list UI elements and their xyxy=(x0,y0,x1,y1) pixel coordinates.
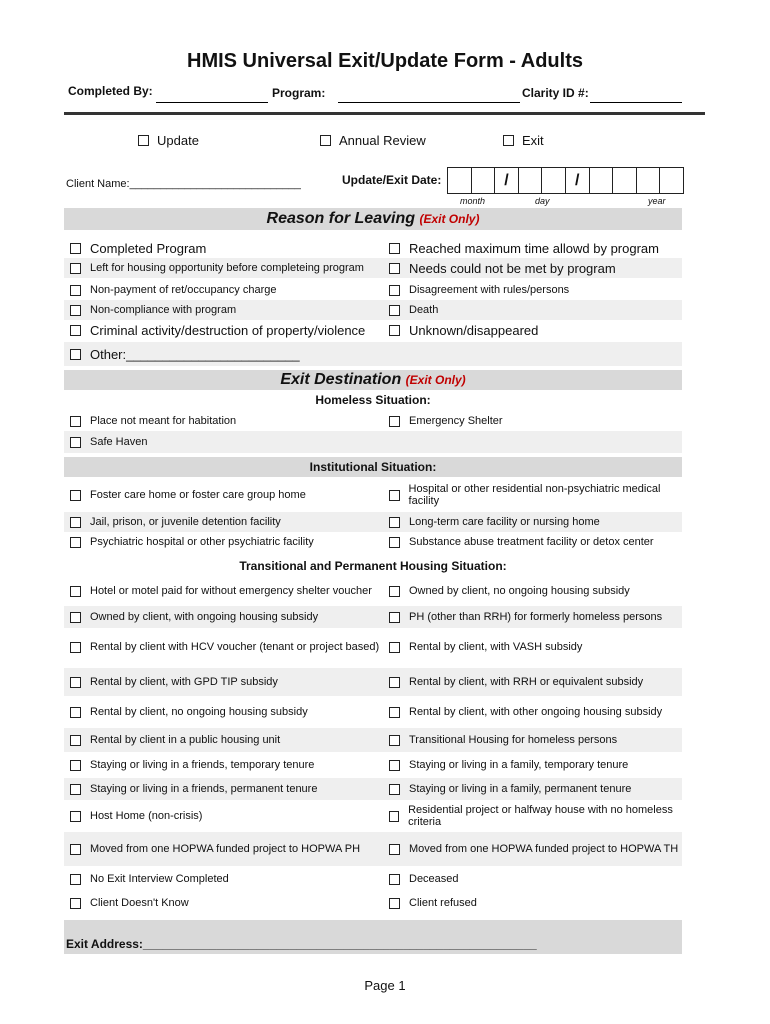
option[interactable] xyxy=(70,759,380,771)
option-label: Safe Haven xyxy=(90,436,148,448)
option-checkbox[interactable] xyxy=(389,612,400,623)
option[interactable] xyxy=(70,843,380,855)
option-row xyxy=(64,431,682,453)
other-row[interactable] xyxy=(64,342,682,366)
option-row xyxy=(64,868,682,890)
option-checkbox[interactable] xyxy=(70,784,81,795)
completed-by-label: Completed By: xyxy=(68,84,153,98)
date-input[interactable] xyxy=(447,167,684,194)
option-label: Client Doesn't Know xyxy=(90,897,189,909)
program-field[interactable] xyxy=(338,90,520,103)
option-checkbox[interactable] xyxy=(70,537,81,548)
option-row xyxy=(64,606,682,628)
option-checkbox[interactable] xyxy=(389,784,400,795)
option-label: Moved from one HOPWA funded project to HOPWA TH xyxy=(409,843,679,855)
option-checkbox[interactable] xyxy=(70,325,81,336)
option-label: Client refused xyxy=(409,897,477,909)
option-label: Left for housing opportunity before completeing program xyxy=(90,262,364,274)
option-checkbox[interactable] xyxy=(389,874,400,885)
option-row xyxy=(64,258,682,278)
option-row xyxy=(64,800,682,832)
option-row xyxy=(64,532,682,552)
option[interactable] xyxy=(70,641,380,653)
option-checkbox[interactable] xyxy=(389,416,400,427)
option-label: Residential project or halfway house with no homeless criteria xyxy=(408,804,673,828)
page-number: Page 1 xyxy=(364,978,406,993)
option[interactable] xyxy=(70,241,380,256)
option[interactable] xyxy=(70,516,380,528)
option-row xyxy=(64,668,682,696)
form-title: HMIS Universal Exit/Update Form - Adults xyxy=(187,50,583,72)
annual-review-label: Annual Review xyxy=(339,133,426,148)
homeless-title: Homeless Situation: xyxy=(315,393,431,407)
option-label: Hospital or other residential non-psychiatric medical facility xyxy=(408,483,661,507)
option-checkbox[interactable] xyxy=(70,707,81,718)
option[interactable] xyxy=(389,585,679,597)
option-label: Emergency Shelter xyxy=(409,415,503,427)
option-checkbox[interactable] xyxy=(70,898,81,909)
option[interactable] xyxy=(70,489,380,501)
option[interactable] xyxy=(70,536,380,548)
option-label: Rental by client, no ongoing housing subsidy xyxy=(90,706,308,718)
other-option[interactable] xyxy=(70,347,380,362)
option-checkbox[interactable] xyxy=(70,874,81,885)
option[interactable] xyxy=(70,284,380,296)
option-checkbox[interactable] xyxy=(389,263,400,274)
option-row xyxy=(64,238,682,258)
option-checkbox[interactable] xyxy=(389,760,400,771)
option[interactable] xyxy=(389,261,679,276)
option-label: Staying or living in a family, permanent tenure xyxy=(409,783,632,795)
option-row xyxy=(64,411,682,431)
option-row xyxy=(64,576,682,606)
option-checkbox[interactable] xyxy=(389,844,400,855)
option-label: Transitional Housing for homeless persons xyxy=(409,734,618,746)
option[interactable] xyxy=(70,783,380,795)
date-sep: / xyxy=(495,168,519,193)
option-checkbox[interactable] xyxy=(70,437,81,448)
option[interactable] xyxy=(389,897,679,909)
option-checkbox[interactable] xyxy=(389,305,400,316)
option-label: Rental by client in a public housing unit xyxy=(90,734,281,746)
annual-review-option[interactable] xyxy=(320,133,426,148)
option[interactable] xyxy=(389,323,679,338)
option-label: Staying or living in a friends, permanent tenure xyxy=(90,783,318,795)
other-label: Other:________________________ xyxy=(90,346,300,362)
option-label: Rental by client, with other ongoing housing subsidy xyxy=(409,706,663,718)
option-row xyxy=(64,728,682,752)
option-checkbox[interactable] xyxy=(70,642,81,653)
option-checkbox[interactable] xyxy=(389,490,400,501)
option[interactable] xyxy=(389,241,679,256)
option[interactable] xyxy=(389,676,679,688)
option-label: Owned by client, no ongoing housing subsidy xyxy=(409,585,630,597)
option[interactable] xyxy=(70,262,380,274)
option[interactable] xyxy=(389,759,679,771)
option[interactable] xyxy=(389,734,679,746)
option-checkbox[interactable] xyxy=(70,517,81,528)
option[interactable] xyxy=(70,585,380,597)
option-label: Disagreement with rules/persons xyxy=(409,284,570,296)
exit-checkbox[interactable] xyxy=(503,135,514,146)
option-checkbox[interactable] xyxy=(70,305,81,316)
option[interactable] xyxy=(389,483,679,507)
option-checkbox[interactable] xyxy=(389,243,400,254)
exit-address-field[interactable]: Exit Address:___________________________________________________________ xyxy=(66,937,537,951)
option-label: Criminal activity/destruction of property/violence xyxy=(90,322,366,338)
update-checkbox[interactable] xyxy=(138,135,149,146)
reason-header xyxy=(64,208,682,230)
option-label: Hotel or motel paid for without emergency shelter voucher xyxy=(90,585,372,597)
option-label: Completed Program xyxy=(90,240,207,256)
option[interactable] xyxy=(70,810,380,822)
option[interactable] xyxy=(389,415,679,427)
option-row xyxy=(64,320,682,340)
option-checkbox[interactable] xyxy=(389,735,400,746)
clarity-id-label: Clarity ID #: xyxy=(522,86,589,100)
option-checkbox[interactable] xyxy=(70,243,81,254)
option[interactable] xyxy=(70,897,380,909)
option-label: Reached maximum time allowd by program xyxy=(409,240,659,256)
option-checkbox[interactable] xyxy=(389,586,400,597)
option-label: Rental by client, with VASH subsidy xyxy=(409,641,583,653)
option[interactable] xyxy=(389,516,679,528)
other-checkbox[interactable] xyxy=(70,349,81,360)
option[interactable] xyxy=(70,676,380,688)
option[interactable] xyxy=(389,843,679,855)
option-label: Non-payment of ret/occupancy charge xyxy=(90,284,277,296)
option-row xyxy=(64,832,682,866)
option-label: Psychiatric hospital or other psychiatric facility xyxy=(90,536,314,548)
option-label: Death xyxy=(409,304,439,316)
completed-by-field[interactable] xyxy=(156,90,268,103)
option[interactable] xyxy=(70,415,380,427)
option[interactable] xyxy=(389,873,679,885)
option-label: Moved from one HOPWA funded project to HOPWA PH xyxy=(90,843,361,855)
option-row xyxy=(64,478,682,512)
option-label: Needs could not be met by program xyxy=(409,260,616,276)
option-label: Jail, prison, or juvenile detention facility xyxy=(90,516,281,528)
month-hint: month xyxy=(460,196,486,206)
option-checkbox[interactable] xyxy=(70,586,81,597)
option-label: Rental by client, with GPD TIP subsidy xyxy=(90,676,278,688)
option[interactable] xyxy=(70,611,380,623)
client-name-field[interactable]: Client Name:____________________________ xyxy=(66,178,301,190)
option-label: Foster care home or foster care group home xyxy=(90,489,306,501)
year-hint: year xyxy=(648,196,666,206)
update-label: Update xyxy=(157,133,199,148)
option-label: Place not meant for habitation xyxy=(90,415,237,427)
clarity-id-field[interactable] xyxy=(590,90,682,103)
day-hint: day xyxy=(535,196,550,206)
option[interactable] xyxy=(389,536,679,548)
date-label: Update/Exit Date: xyxy=(342,173,442,187)
annual-review-checkbox[interactable] xyxy=(320,135,331,146)
option-label: Substance abuse treatment facility or detox center xyxy=(409,536,654,548)
option[interactable] xyxy=(70,323,380,338)
option-checkbox[interactable] xyxy=(389,537,400,548)
reason-exit-only: (Exit Only) xyxy=(419,212,480,226)
option[interactable] xyxy=(70,873,380,885)
option-checkbox[interactable] xyxy=(389,677,400,688)
option[interactable] xyxy=(389,304,679,316)
option-checkbox[interactable] xyxy=(70,490,81,501)
exit-option[interactable] xyxy=(503,133,544,148)
destination-header xyxy=(64,370,682,390)
option-label: No Exit Interview Completed xyxy=(90,873,229,885)
option-checkbox[interactable] xyxy=(389,707,400,718)
option[interactable] xyxy=(389,804,679,828)
option[interactable] xyxy=(389,284,679,296)
option-checkbox[interactable] xyxy=(389,285,400,296)
option-checkbox[interactable] xyxy=(70,416,81,427)
option[interactable] xyxy=(389,783,679,795)
option-checkbox[interactable] xyxy=(389,898,400,909)
option[interactable] xyxy=(70,706,380,718)
institutional-title: Institutional Situation: xyxy=(309,460,437,474)
destination-title: Exit Destination xyxy=(280,371,402,388)
option-label: PH (other than RRH) for formerly homeless persons xyxy=(409,611,663,623)
option-checkbox[interactable] xyxy=(70,677,81,688)
option-row xyxy=(64,754,682,776)
option-checkbox[interactable] xyxy=(389,517,400,528)
option[interactable] xyxy=(389,641,679,653)
option-label: Long-term care facility or nursing home xyxy=(409,516,600,528)
housing-title: Transitional and Permanent Housing Situation: xyxy=(239,559,507,573)
option-label: Rental by client, with RRH or equivalent subsidy xyxy=(409,676,644,688)
option-checkbox[interactable] xyxy=(70,285,81,296)
option-label: Rental by client with HCV voucher (tenant or project based) xyxy=(90,641,380,653)
option[interactable] xyxy=(70,734,380,746)
option[interactable] xyxy=(70,304,380,316)
option-checkbox[interactable] xyxy=(389,811,399,822)
option-checkbox[interactable] xyxy=(389,642,400,653)
option-label: Owned by client, with ongoing housing subsidy xyxy=(90,611,319,623)
option-checkbox[interactable] xyxy=(70,612,81,623)
option-row xyxy=(64,698,682,726)
option[interactable] xyxy=(389,611,679,623)
option-checkbox[interactable] xyxy=(389,325,400,336)
update-option[interactable] xyxy=(138,133,199,148)
option-label: Unknown/disappeared xyxy=(409,322,539,338)
option-checkbox[interactable] xyxy=(70,811,81,822)
option-row xyxy=(64,512,682,532)
option-label: Staying or living in a family, temporary tenure xyxy=(409,759,629,771)
destination-exit-only: (Exit Only) xyxy=(405,373,466,387)
date-sep: / xyxy=(566,168,590,193)
option-checkbox[interactable] xyxy=(70,844,81,855)
option-checkbox[interactable] xyxy=(70,760,81,771)
option[interactable] xyxy=(70,436,380,448)
exit-label: Exit xyxy=(522,133,544,148)
option-row xyxy=(64,280,682,300)
option[interactable] xyxy=(389,706,679,718)
reason-title: Reason for Leaving xyxy=(266,210,415,227)
option-row xyxy=(64,300,682,320)
option-checkbox[interactable] xyxy=(70,263,81,274)
option-row xyxy=(64,778,682,800)
option-row xyxy=(64,628,682,666)
option-checkbox[interactable] xyxy=(70,735,81,746)
divider xyxy=(64,112,705,115)
option-label: Non-compliance with program xyxy=(90,304,237,316)
option-label: Staying or living in a friends, temporary tenure xyxy=(90,759,315,771)
option-label: Deceased xyxy=(409,873,459,885)
option-row xyxy=(64,892,682,914)
option-label: Host Home (non-crisis) xyxy=(90,810,203,822)
program-label: Program: xyxy=(272,86,326,100)
